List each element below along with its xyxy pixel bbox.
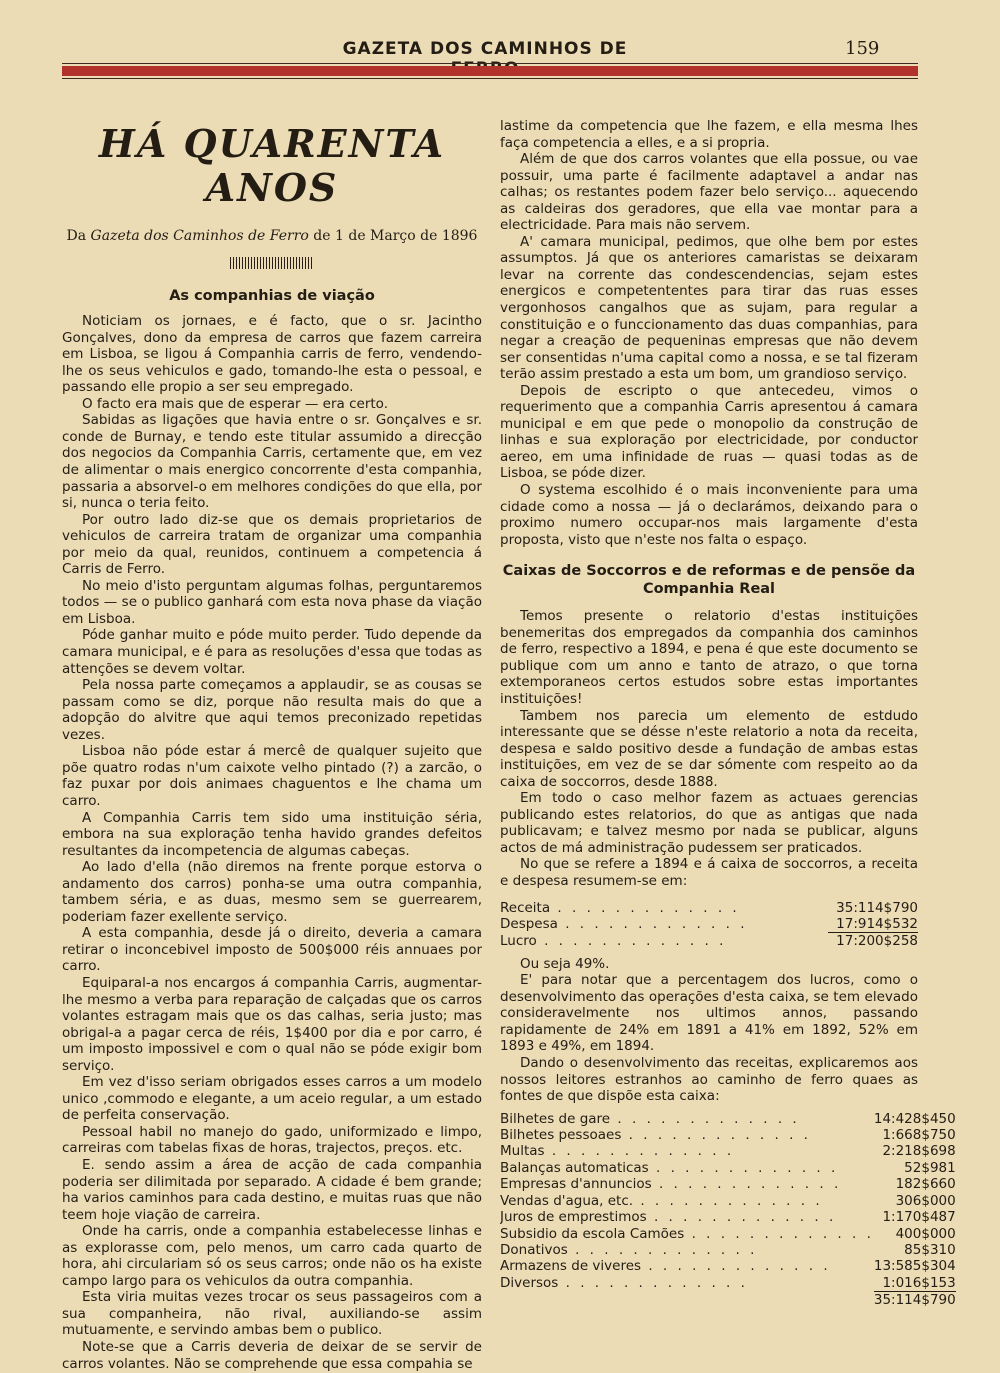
row-value: 1:170$487 [882,1209,956,1226]
ornament-divider [62,257,482,274]
table-row: Empresas d'annuncios . . . . . . . . . . . . . 182$660 [500,1176,956,1193]
source-prefix: Da [66,228,87,244]
row-label: Subsidio da escola Camões [500,1225,685,1242]
paragraph: A' camara municipal, pedimos, que olhe bem por estes assumptos. Já que os anteriores camaristas se deixaram levar na corrente das condescendencias, sejam estes energicos e competententes para tirar das ruas esses vergonhosos cangalhos que as sujam, para regular a constituição e o funccionamento das duas companhias, para negar a creação de pequeninas empresas que não devem ser consentidas n'uma capital como a nossa, e se tal fizeram terão assim prestado a esta um bom, um grandioso serviço. [500,233,918,383]
table-row: Diversos . . . . . . . . . . . . . 1:016$153 [500,1274,956,1292]
paragraph: No que se refere a 1894 e á caixa de soccorros, a receita e despesa resumem-se em: [500,856,918,889]
paragraph: Em todo o caso melhor fazem as actuaes gerencias publicando estes relatorios, do que as antigas que nada publicavam; e talvez mesmo por nada se publicar, alguns actos de má administração pudessem ser praticados. [500,790,918,856]
paragraph: Póde ganhar muito e póde muito perder. Tudo depende da camara municipal, e é para as resoluções d'essa que todas as attenções se devem voltar. [62,627,482,677]
source-date: de 1 de Março de 1896 [313,228,478,244]
table-row: Subsidio da escola Camões . . . . . . . . . . . . . 400$000 [500,1225,956,1242]
ou-seja-line: Ou seja 49%. [520,955,610,972]
table-row: Armazens de viveres . . . . . . . . . . . . . 13:585$304 [500,1258,956,1275]
paragraph: E' para notar que a percentagem dos lucros, como o desenvolvimento das operações d'esta caixa, se tem elevado consideravelmente nos ultimos annos, passando rapidamente de 24% em 1891 a 41% em 1892, 52% em 1893 e 49%, em 1894. [500,972,918,1055]
paragraph: Lisboa não póde estar á mercê de qualquer sujeito que põe quatro rodas n'um caixote velho pintado (?) a zarcão, o faz puxar por dois animaes chaguentos e lhe chama um carro. [62,743,482,809]
table-row: Despesa . . . . . . . . . . . . . 17:914$532 [500,915,918,933]
row-value: 52$981 [904,1159,956,1176]
table-row: Multas . . . . . . . . . . . . . 2:218$698 [500,1143,956,1160]
paragraph: Pela nossa parte começamos a applaudir, se as cousas se passam como se diz, porque não resulta mais do que a adopção do alvitre que aqui temos preconizado repetidas vezes. [62,677,482,743]
article-title: HÁ QUARENTA ANOS [98,121,446,210]
paragraph: lastime da competencia que lhe fazem, e ella mesma lhes faça competencia a elles, e a si propria. [500,118,918,151]
source-publication: Gazeta dos Caminhos de Ferro [90,228,309,244]
header-rule-top [62,63,918,64]
paragraph: Dando o desenvolvimento das receitas, explicaremos aos nossos leitores estranhos ao caminho de ferro quaes as fontes de que dispõe esta caixa: [500,1055,918,1105]
row-label: Empresas d'annuncios [500,1176,652,1193]
paragraph: O facto era mais que de esperar — era certo. [82,395,388,412]
table-row: Donativos . . . . . . . . . . . . . 85$310 [500,1241,956,1258]
row-value: 35:114$790 [836,899,918,916]
paragraph: Sabidas as ligações que havia entre o sr. Gonçalves e sr. conde de Burnay, e tendo este titular assumido a direcção dos negocios da Companhia Carris, certamente que, em vez de alimentar o mais energico concorrente d'esta companhia, passaria a absorvel-o em melhores condições do que ella, por si, nunca o teria feito. [62,412,482,512]
paragraph: E. sendo assim a área de acção de cada companhia poderia ser dilimitada por separado. A cidade é bem grande; ha varios caminhos para cada destino, e muitas ruas que não teem hoje viação de carreira. [62,1156,482,1223]
paragraph: Esta viria muitas vezes trocar os seus passageiros com a sua companheira, não rival, auxiliando-se assim mutuamente, e servindo ambas bem o publico. [62,1289,482,1339]
row-value: 182$660 [895,1176,956,1193]
row-label: Juros de emprestimos [500,1209,647,1226]
paragraph: Por outro lado diz-se que os demais proprietarios de vehiculos de carreira tratam de organizar uma companhia por meio da qual, reunidos, continuem a competencia á Carris de Ferro. [62,511,482,578]
row-value: 2:218$698 [882,1143,956,1160]
row-value: 1:668$750 [882,1127,956,1144]
running-header-title: GAZETA DOS CAMINHOS DE [342,39,628,59]
paragraph: Onde ha carris, onde a companhia estabelecesse linhas e as explorasse com, pelo menos, um carro cada quarto de hora, ahi circulariam só os seus carros; onde não os ha existe campo largo para os vehiculos da outra companhia. [62,1223,482,1289]
paragraph: A esta companhia, desde já o direito, deveria a camara retirar o inconcebivel imposto de 500$000 réis annuaes por carro. [62,925,482,975]
row-value: 13:585$304 [873,1258,956,1275]
paragraph: Além de que dos carros volantes que ella possue, ou vae possuir, uma parte é facilmente adaptavel a andar nas calhas; os restantes podem fazer belo serviço... aquecendo as caldeiras dos geradores, que ella vae montar para a electricidade. Para mais não servem. [500,151,918,234]
table-row: Receita . . . . . . . . . . . . . 35:114$790 [500,899,918,916]
paragraph: Equiparal-a nos encargos á companhia Carris, augmentar-lhe mesmo a verba para reparação de calçadas que os carros volantes estragam mais que os das calhas, seria justo; mas obrigal-a a pagar cerca de réis, 1$400 por dia e por carro, é um imposto impossivel e com o qual não se póde exigir bom serviço. [62,974,482,1074]
row-label: Donativos [500,1241,568,1258]
total-row [500,1292,956,1309]
header-rule-bottom [62,78,918,79]
paragraph: Em vez d'isso seriam obrigados esses carros a um modelo unico ,commodo e elegante, a um aceio regular, a um estado de perfeita conservação. [62,1074,482,1124]
table-row: Vendas d'agua, etc. . . . . . . . . . . . . . 306$000 [500,1192,956,1209]
paragraph: Noticiam os jornaes, e é facto, que o sr. Jacintho Gonçalves, dono da empresa de carros que fazem carreira em Lisboa, se ligou á Companhia carris de ferro, vendendo-lhe os seus vehiculos e gado, tomando-lhe esta o pessoal, e passando elle propio a ser seu empregado. [62,313,482,396]
right-paragraphs-a [500,118,918,548]
row-label: Despesa [500,916,558,933]
page-number: 159 [845,38,880,59]
article-source [62,228,482,245]
row-value: 85$310 [904,1241,956,1258]
table-row: Juros de emprestimos . . . . . . . . . . . . . 1:170$487 [500,1209,956,1226]
table-row: Lucro . . . . . . . . . . . . . 17:200$258 [500,933,918,950]
paragraph: No meio d'isto perguntam algumas folhas, perguntaremos todos — se o publico ganhará com esta nova phase da viação em Lisboa. [62,577,482,627]
left-paragraphs [62,313,482,1372]
row-label: Multas [500,1143,545,1160]
paragraph: O systema escolhido é o mais inconveniente para uma cidade como a nossa — já o declarámos, deixando para o proximo numero occupar-nos mais largamente d'esta proposta, visto que n'este nos falta o espaço. [500,482,918,548]
table-row: Bilhetes pessoaes . . . . . . . . . . . . . 1:668$750 [500,1127,956,1144]
right-paragraphs-c [500,972,918,1104]
row-label: Vendas d'agua, etc. [500,1192,634,1209]
right-column [500,118,956,1309]
row-label: Diversos [500,1275,559,1292]
paragraph: Note-se que a Carris deveria de deixar de se servir de carros volantes. Não se comprehende que essa compahia se [62,1339,482,1372]
header-red-band [62,66,918,76]
table-row: Bilhetes de gare . . . . . . . . . . . . . 14:428$450 [500,1110,956,1127]
income-table [500,1111,956,1309]
row-value: 1:016$153 [874,1275,956,1292]
row-label: Armazens de viveres [500,1258,642,1275]
paragraph: Ao lado d'ella (não diremos na frente porque estorva o andamento dos carros) ponha-se uma outra companhia, tambem séria, e as duas, mesmo sem se guerrearem, poderiam fazer exellente serviço. [62,859,482,925]
paragraph: A Companhia Carris tem sido uma instituição séria, embora na sua exploração tenha havido grandes defeitos resultantes da incompetencia de algumas cabeças. [62,809,482,859]
row-value: 306$000 [895,1192,956,1209]
total-value: 35:114$790 [873,1292,956,1309]
paragraph: Pessoal habil no manejo do gado, uniformizado e limpo, carreiras com tabelas fixas de horas, trajectos, preços. etc. [62,1123,482,1157]
section-heading-2: Caixas de Soccorros e de reformas e de pensõe da Companhia Real [502,563,916,598]
summary-table [500,900,918,950]
section-heading: As companhias de viação [169,288,375,305]
row-label: Bilhetes pessoaes [500,1127,622,1144]
row-label: Bilhetes de gare [500,1110,611,1127]
table-row: Balanças automaticas . . . . . . . . . . . . . 52$981 [500,1159,956,1176]
paragraph: Temos presente o relatorio d'estas instituições benemeritas dos empregados da companhia dos caminhos de ferro, respectivo a 1894, e pena é que este documento se publique com um anno e tanto de atrazo, o que torna extemporaneos certos estudos sobre estas importantes instituições! [500,608,918,707]
left-column [62,118,482,1372]
row-value: 400$000 [895,1225,956,1242]
row-value: 17:200$258 [836,933,918,950]
row-value: 14:428$450 [873,1110,956,1127]
right-paragraphs-b [500,608,918,889]
row-label: Lucro [500,933,537,950]
row-label: Balanças automaticas [500,1159,649,1176]
paragraph: Tambem nos parecia um elemento de estdudo interessante que se désse n'este relatorio a nota da receita, despesa e saldo positivo desde a fundação de ambas estas instituições, em vez de se dar sómente com respeito ao da caixa de soccorros, desde 1888. [500,707,918,790]
row-value: 17:914$532 [828,916,918,933]
row-label: Receita [500,899,551,916]
paragraph: Depois de escripto o que antecedeu, vimos o requerimento que a companhia Carris apresentou á camara municipal e em que pede o monopolio da construção de linhas e sua exploração por electricidade, por conductor aereo, em uma infinidade de ruas — quasi todas as de Lisboa, se póde dizer. [500,382,918,482]
